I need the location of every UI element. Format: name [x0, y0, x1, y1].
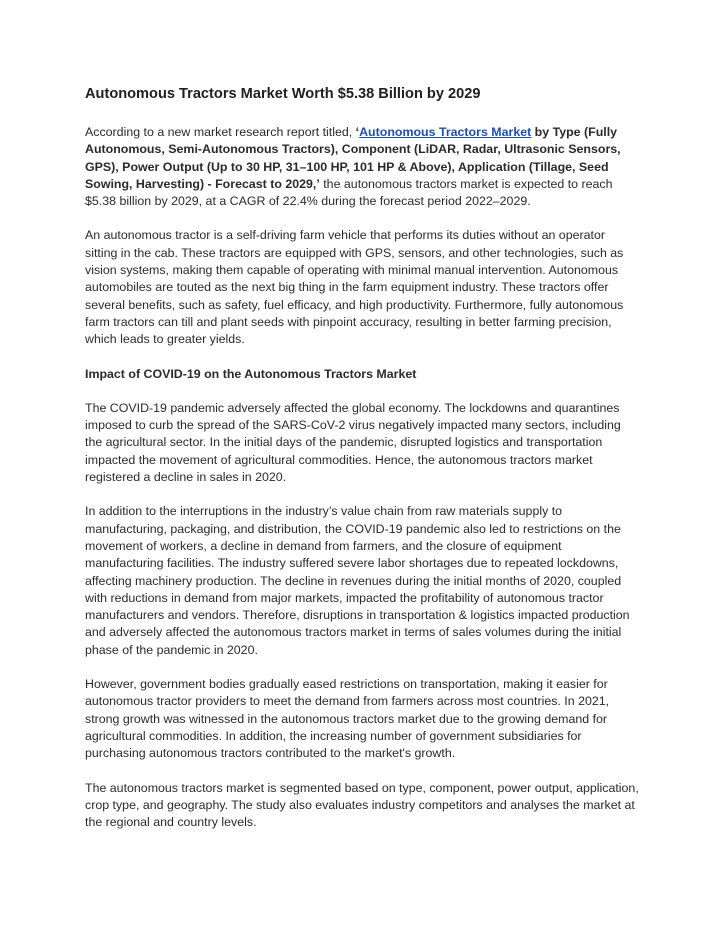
page-title: Autonomous Tractors Market Worth $5.38 Billion by 2029 [85, 86, 481, 102]
covid-impact-paragraph: The COVID-19 pandemic adversely affected the global economy. The lockdowns and quarantines imposed to curb the spread of the SARS-CoV-2 virus negatively impacted many sectors, including the agricultural sector. In the initial days of the pandemic, disrupted logistics and transportation impacted the movement of agricultural commodities. Hence, the autonomous tractors market registered a decline in sales in 2020. [85, 400, 621, 485]
segmentation-paragraph: The autonomous tractors market is segmented based on type, component, power output, application, crop type, and geography. The study also evaluates industry competitors and analyses the market at the regional and country levels. [85, 780, 639, 830]
covid-section-heading: Impact of COVID-19 on the Autonomous Tractors Market [85, 366, 417, 381]
intro-paragraph [85, 124, 640, 210]
report-link[interactable]: Autonomous Tractors Market [359, 125, 532, 139]
value-chain-paragraph: In addition to the interruptions in the industry’s value chain from raw materials supply to manufacturing, packaging, and distribution, the COVID-19 pandemic also led to restrictions on the movement of workers, a decline in demand from farmers, and the closure of equipment manufacturing facilities. The industry suffered severe labor shortages due to repeated lockdowns, affecting machinery production. The decline in revenues during the initial months of 2020, coupled with reductions in demand from major markets, impacted the profitability of autonomous tractor manufacturers and vendors. Therefore, disruptions in transportation & logistics impacted production and adversely affected the autonomous tractors market in terms of sales volumes during the initial phase of the pandemic in 2020. [85, 504, 630, 657]
intro-suffix: the autonomous tractors market is expected to reach $5.38 billion by 2029, at a CAGR of 22.4% during the forecast period 2022–2029. [85, 176, 613, 209]
recovery-paragraph: However, government bodies gradually eased restrictions on transportation, making it easier for autonomous tractor providers to meet the demand from farmers across most countries. In 2021, strong growth was witnessed in the autonomous tractors market due to the growing demand for agricultural commodities. In addition, the increasing number of government subsidiaries for purchasing autonomous tractors contributed to the market's growth. [85, 677, 610, 761]
intro-quote-open: ‘ [355, 125, 360, 139]
intro-report-title: by Type (Fully Autonomous, Semi-Autonomous Tractors), Component (LiDAR, Radar, Ultrasonic Sensors, GPS), Power Output (Up to 30 HP, 31–100 HP, 101 HP & Above), Application (Tillage, Seed Sowing, Harvesting) - Forecast to 2029,’ [85, 125, 621, 191]
definition-paragraph: An autonomous tractor is a self-driving farm vehicle that performs its duties without an operator sitting in the cab. These tractors are equipped with GPS, sensors, and other technologies, such as vision systems, making them capable of operating with minimal manual intervention. Autonomous automobiles are touted as the next big thing in the farm equipment industry. These tractors offer several benefits, such as safety, fuel efficacy, and high productivity. Furthermore, fully autonomous farm tractors can till and plant seeds with pinpoint accuracy, resulting in better farming precision, which leads to greater yields. [85, 228, 624, 347]
intro-prefix: According to a new market research report titled, [85, 125, 356, 139]
